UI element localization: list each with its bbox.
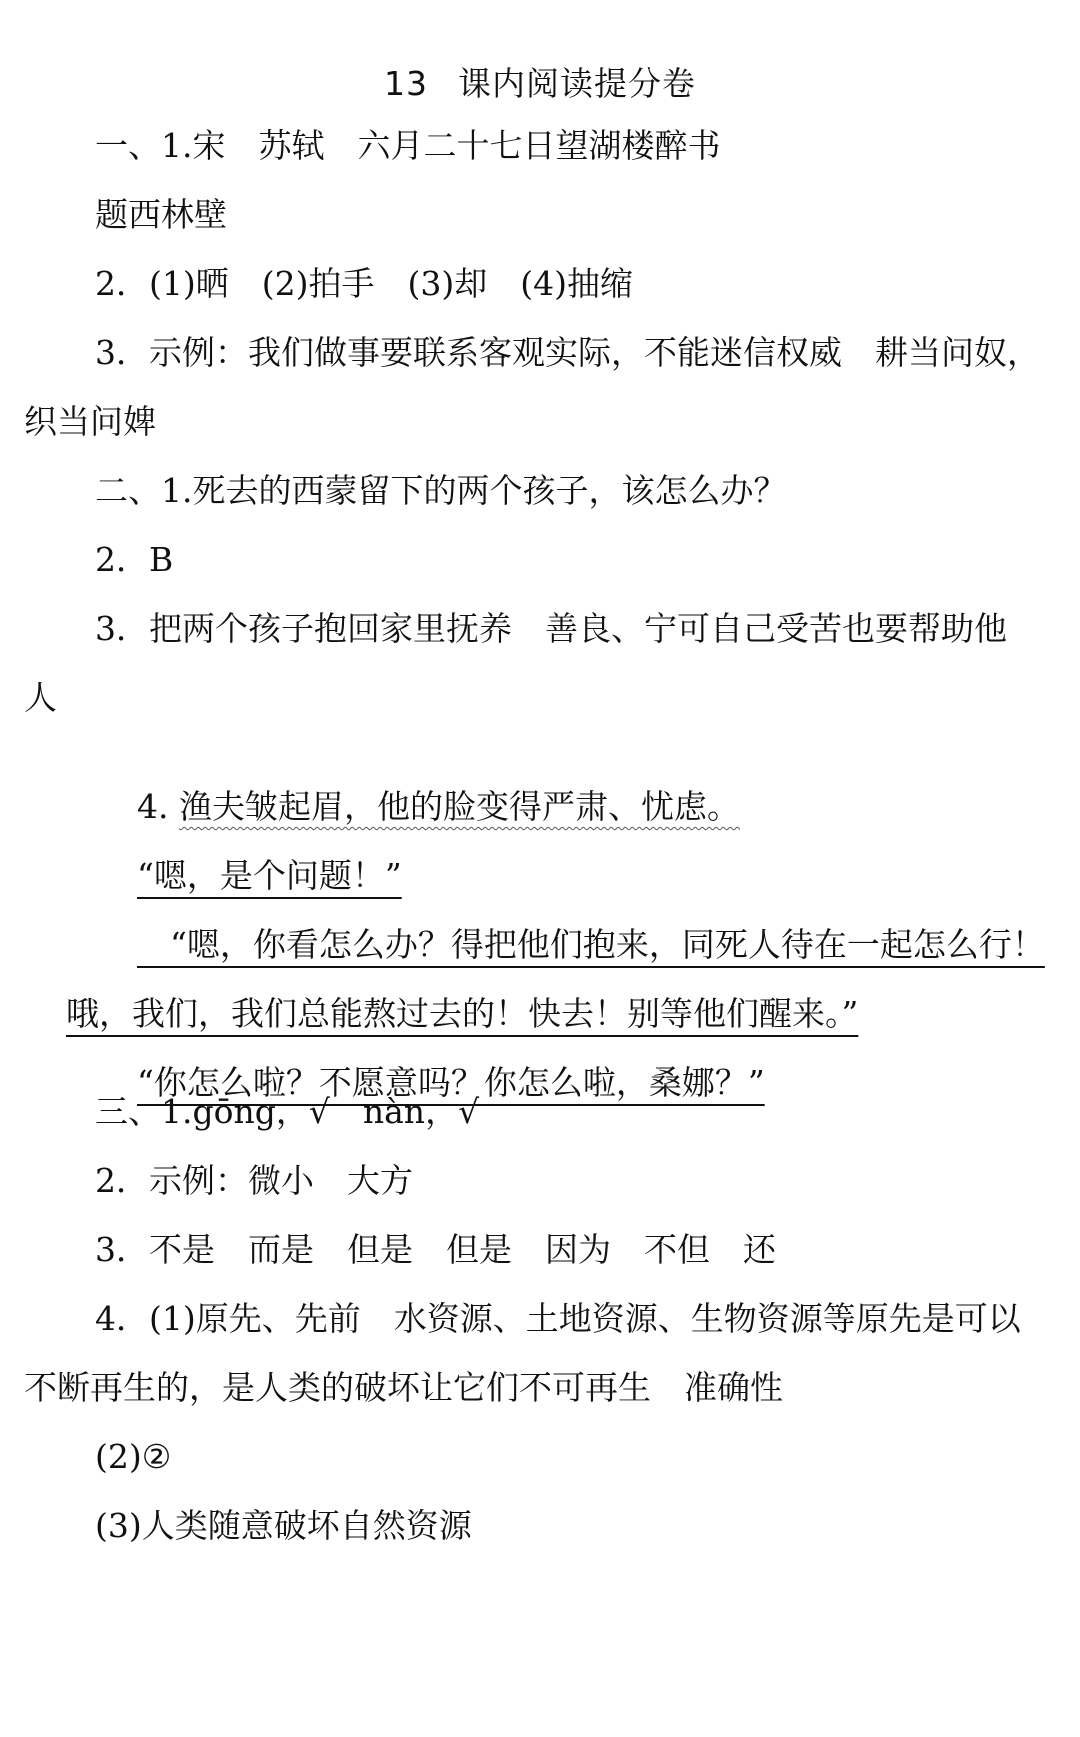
underlined-text: “嗯，是个问题！”	[136, 856, 402, 895]
answer-line: 二、1.死去的西蒙留下的两个孩子，该怎么办？	[95, 471, 787, 510]
answer-line: 3．把两个孩子抱回家里抚养 善良、宁可自己受苦也要帮助他	[95, 609, 1007, 648]
answer-line: 人	[24, 678, 57, 717]
answer-line: (2)②	[95, 1437, 172, 1476]
answer-line: 三、1.gōng，√ nàn，√	[95, 1092, 480, 1131]
answer-line: 2．示例：微小 大方	[95, 1161, 413, 1200]
answer-line: 一、1.宋 苏轼 六月二十七日望湖楼醉书	[95, 126, 721, 165]
title-text: 课内阅读提分卷	[458, 64, 696, 103]
underlined-text: 哦，我们，我们总能熬过去的！快去！别等他们醒来。”	[65, 994, 859, 1033]
page-title	[0, 58, 1080, 105]
answer-line: 2．B	[95, 540, 174, 579]
answer-line: 4．(1)原先、先前 水资源、土地资源、生物资源等原先是可以	[95, 1299, 1021, 1338]
answer-line: (3)人类随意破坏自然资源	[95, 1506, 472, 1545]
answer-line: 3．不是 而是 但是 但是 因为 不但 还	[95, 1230, 776, 1269]
answer-line: 织当问婢	[24, 402, 156, 441]
answer-line: 2．(1)晒 (2)拍手 (3)却 (4)抽缩	[95, 264, 633, 303]
underlined-text: “你怎么啦？不愿意吗？你怎么啦，桑娜？”	[136, 1063, 765, 1102]
answer-number: 4.	[136, 787, 169, 826]
lesson-number: 13	[384, 64, 428, 103]
wavy-underlined-text: 渔夫皱起眉，他的脸变得严肃、忧虑。	[178, 787, 740, 826]
answer-line: 不断再生的，是人类的破坏让它们不可再生 准确性	[24, 1368, 783, 1407]
underlined-text: “嗯，你看怎么办？得把他们抱来，同死人待在一起怎么行！	[136, 925, 1045, 964]
answer-line: 3．示例：我们做事要联系客观实际，不能迷信权威 耕当问奴，	[95, 333, 1040, 372]
answer-line: 题西林壁	[95, 195, 227, 234]
